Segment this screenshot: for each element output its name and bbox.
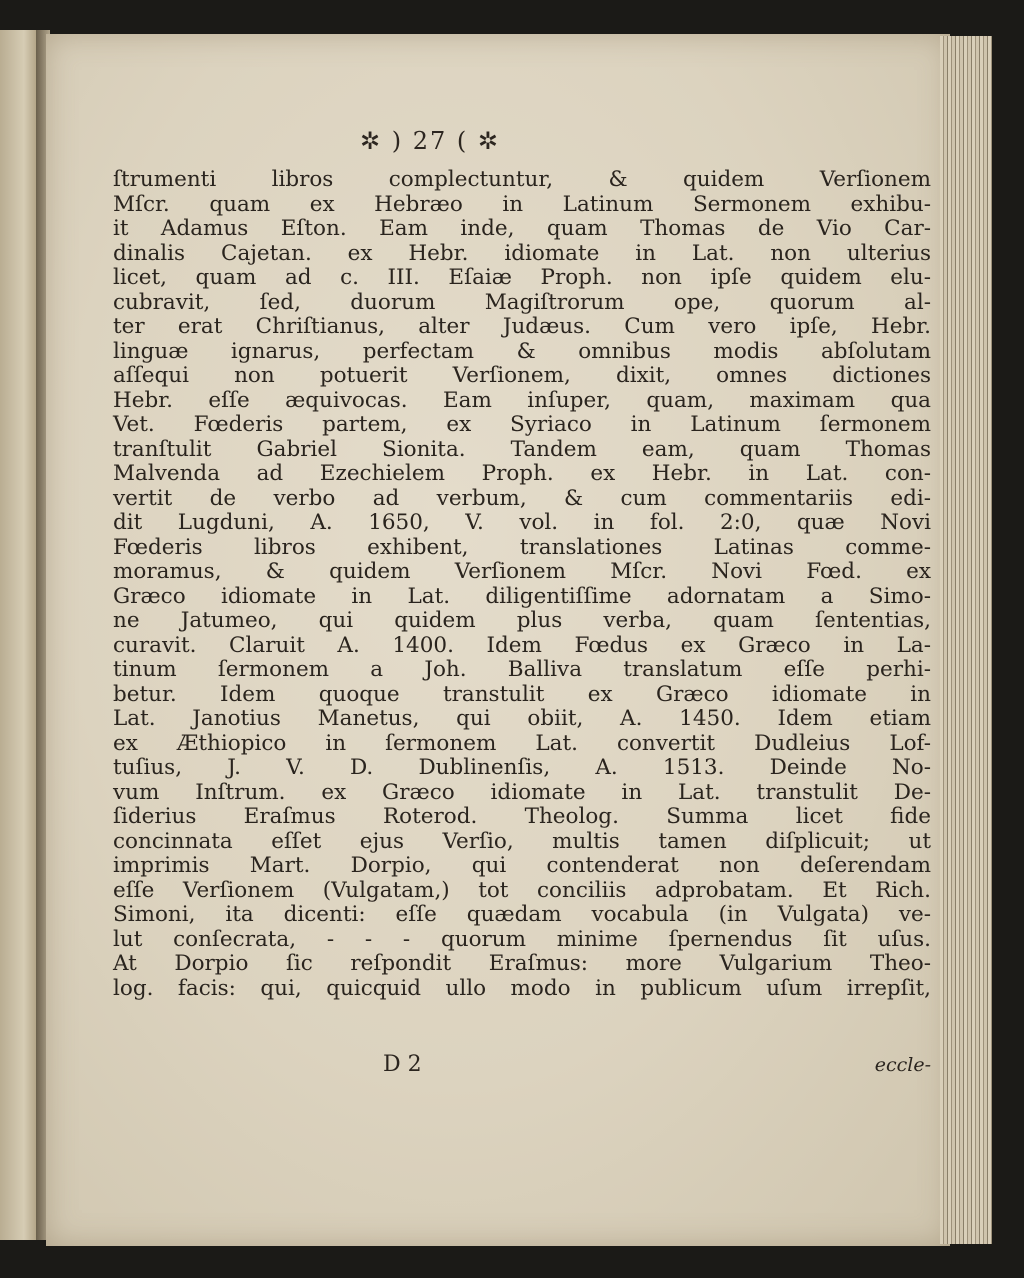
text-line: Vet. Fœderis partem, ex Syriaco in Latinum ſermonem xyxy=(113,412,931,437)
text-line: linguæ ignarus, perfectam & omnibus modis abſolutam xyxy=(113,338,931,364)
text-line: ter erat Chriſtianus, alter Judæus. Cum vero ipſe, Hebr. xyxy=(113,314,931,339)
text-line: aſſequi non potuerit Verſionem, dixit, omnes dictiones xyxy=(113,363,931,388)
signature-mark: D 2 xyxy=(383,1052,422,1077)
text-line: lut conſecrata, - - - quorum minime ſpernendus ſit uſus. xyxy=(113,926,931,952)
text-line: betur. Idem quoque transtulit ex Græco idiomate in xyxy=(113,681,931,707)
text-line: Malvenda ad Ezechielem Proph. ex Hebr. in Lat. con- xyxy=(113,461,931,486)
text-line: concinnata eſſet ejus Verſio, multis tamen diſplicuit; ut xyxy=(113,828,931,854)
catchword: eccle- xyxy=(874,1054,931,1076)
text-line: Græco idiomate in Lat. diligentiſſime adornatam a Simo- xyxy=(113,583,931,609)
text-line: log. facis: qui, quicquid ullo modo in publicum uſum irrepſit, xyxy=(113,975,931,1001)
text-line: ex Æthiopico in ſermonem Lat. convertit Dudleius Lof- xyxy=(113,730,931,756)
text-line: ſiderius Eraſmus Roterod. Theolog. Summa licet fide xyxy=(113,804,931,829)
text-line: At Dorpio ſic reſpondit Eraſmus: more Vulgarium Theo- xyxy=(113,951,931,976)
text-line: cubravit, ſed, duorum Magiſtrorum ope, quorum al- xyxy=(113,289,931,315)
body-text xyxy=(113,168,931,1001)
text-line: tranſtulit Gabriel Sionita. Tandem eam, quam Thomas xyxy=(113,436,931,462)
page-footer xyxy=(113,1052,931,1078)
text-line: Simoni, ita dicenti: eſſe quædam vocabula (in Vulgata) ve- xyxy=(113,902,931,927)
text-line: Lat. Janotius Manetus, qui obiit, A. 1450. Idem etiam xyxy=(113,706,931,731)
text-line: dinalis Cajetan. ex Hebr. idiomate in Lat. non ulterius xyxy=(113,240,931,266)
text-line: moramus, & quidem Verſionem Mſcr. Novi Fœd. ex xyxy=(113,559,931,584)
text-line: eſſe Verſionem (Vulgatam,) tot conciliis adprobatam. Et Rich. xyxy=(113,877,931,903)
text-line: Hebr. eſſe æquivocas. Eam inſuper, quam, maximam qua xyxy=(113,387,931,413)
text-line: curavit. Claruit A. 1400. Idem Fœdus ex Græco in La- xyxy=(113,632,931,658)
text-line: imprimis Mart. Dorpio, qui contenderat non deſerendam xyxy=(113,853,931,878)
text-line: ne Jatumeo, qui quidem plus verba, quam ſententias, xyxy=(113,608,931,633)
text-line: it Adamus Eſton. Eam inde, quam Thomas de Vio Car- xyxy=(113,216,931,241)
text-line: vum Inſtrum. ex Græco idiomate in Lat. transtulit De- xyxy=(113,779,931,805)
text-line: tinum ſermonem a Joh. Balliva translatum eſſe perhi- xyxy=(113,657,931,682)
text-line: Fœderis libros exhibent, translationes Latinas comme- xyxy=(113,534,931,560)
text-line: vertit de verbo ad verbum, & cum commentariis edi- xyxy=(113,485,931,511)
page-edges xyxy=(940,36,992,1244)
page-header: ✲ ) 27 ( ✲ xyxy=(360,127,500,155)
text-line: licet, quam ad c. III. Eſaiæ Proph. non ipſe quidem elu- xyxy=(113,265,931,290)
text-line: ſtrumenti libros complectuntur, & quidem Verſionem xyxy=(113,167,931,192)
text-line: Mſcr. quam ex Hebræo in Latinum Sermonem exhibu- xyxy=(113,191,931,217)
text-line: tuſius, J. V. D. Dublinenſis, A. 1513. Deinde No- xyxy=(113,755,931,780)
facing-page-edge xyxy=(0,30,40,1240)
text-line: dit Lugduni, A. 1650, V. vol. in fol. 2:0, quæ Novi xyxy=(113,510,931,535)
